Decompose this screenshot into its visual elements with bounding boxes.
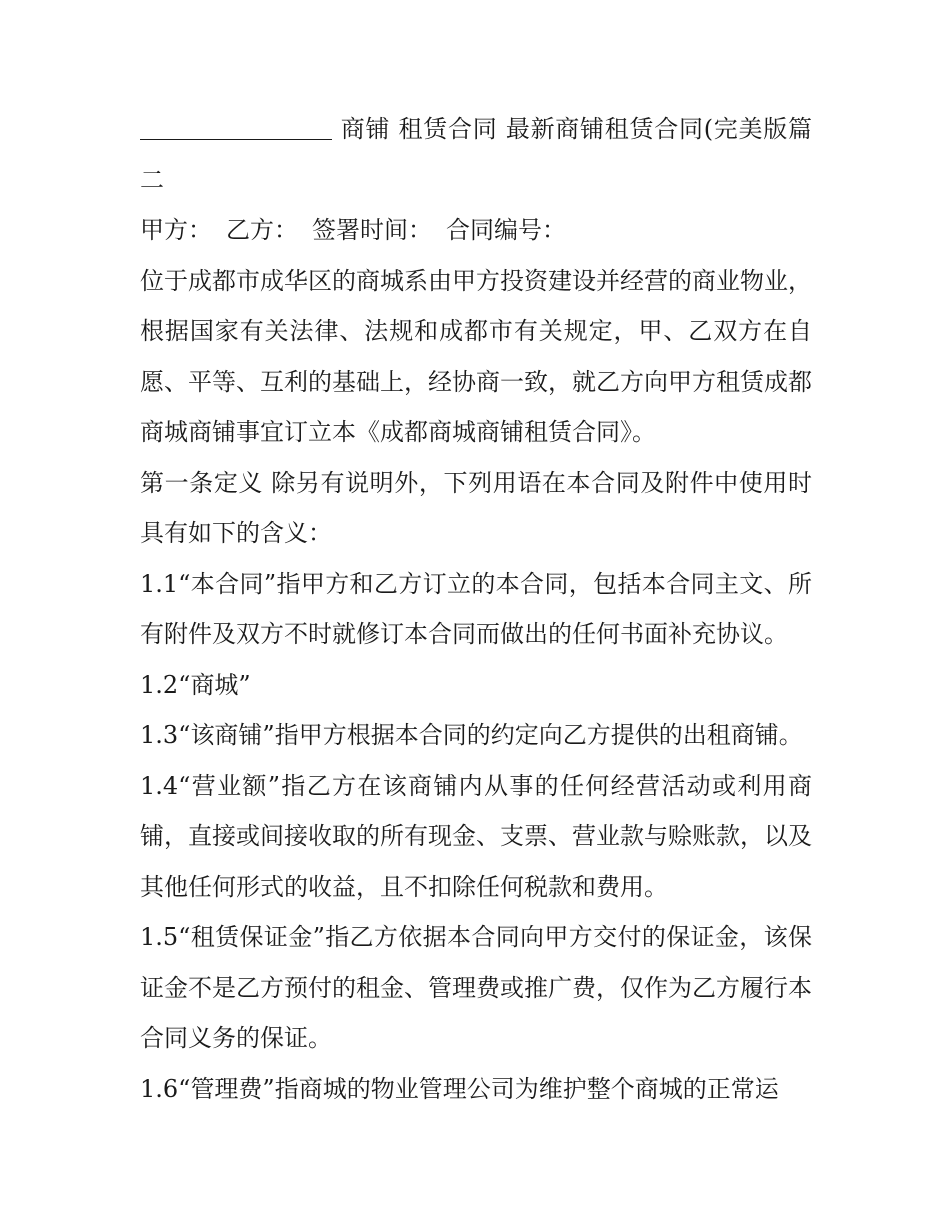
clause-1-6: 1.6“管理费”指商城的物业管理公司为维护整个商城的正常运	[140, 1074, 779, 1103]
clause-1-4: 1.4“营业额”指乙方在该商铺内从事的任何经营活动或利用商铺，直接或间接收取的所有现金、支票、营业款与赊账款，以及其他任何形式的收益，且不扣除任何税款和费用。	[140, 771, 812, 901]
document-title	[140, 104, 812, 205]
intro-paragraph: 位于成都市成华区的商城系由甲方投资建设并经营的商业物业，根据国家有关法律、法规和成都市有关规定，甲、乙双方在自愿、平等、互利的基础上，经协商一致，就乙方向甲方租赁成都商城商铺事宜订立本《成都商城商铺租赁合同》。	[140, 266, 812, 446]
party-a-label: 甲方：	[140, 216, 212, 244]
document-title-text: 商铺 租赁合同 最新商铺租赁合同(完美版篇二	[140, 115, 812, 194]
sign-time-label: 签署时间：	[312, 216, 432, 244]
clause-1-5: 1.5“租赁保证金”指乙方依据本合同向甲方交付的保证金，该保证金不是乙方预付的租金、管理费或推广费，仅作为乙方履行本合同义务的保证。	[140, 923, 812, 1052]
parties-line	[140, 205, 812, 256]
contract-document	[140, 104, 812, 1114]
clause-1-3: 1.3“该商铺”指甲方根据本合同的约定向乙方提供的出租商铺。	[140, 721, 803, 749]
blank-underline	[140, 113, 332, 140]
article-1-definitions: 第一条定义 除另有说明外，下列用语在本合同及附件中使用时具有如下的含义：	[140, 468, 812, 547]
contract-number-label: 合同编号：	[446, 216, 566, 244]
party-b-label: 乙方：	[226, 216, 298, 244]
clause-1-2: 1.2“商城”	[140, 670, 251, 699]
clause-1-1: 1.1“本合同”指甲方和乙方订立的本合同，包括本合同主文、所有附件及双方不时就修订本合同而做出的任何书面补充协议。	[140, 569, 812, 648]
